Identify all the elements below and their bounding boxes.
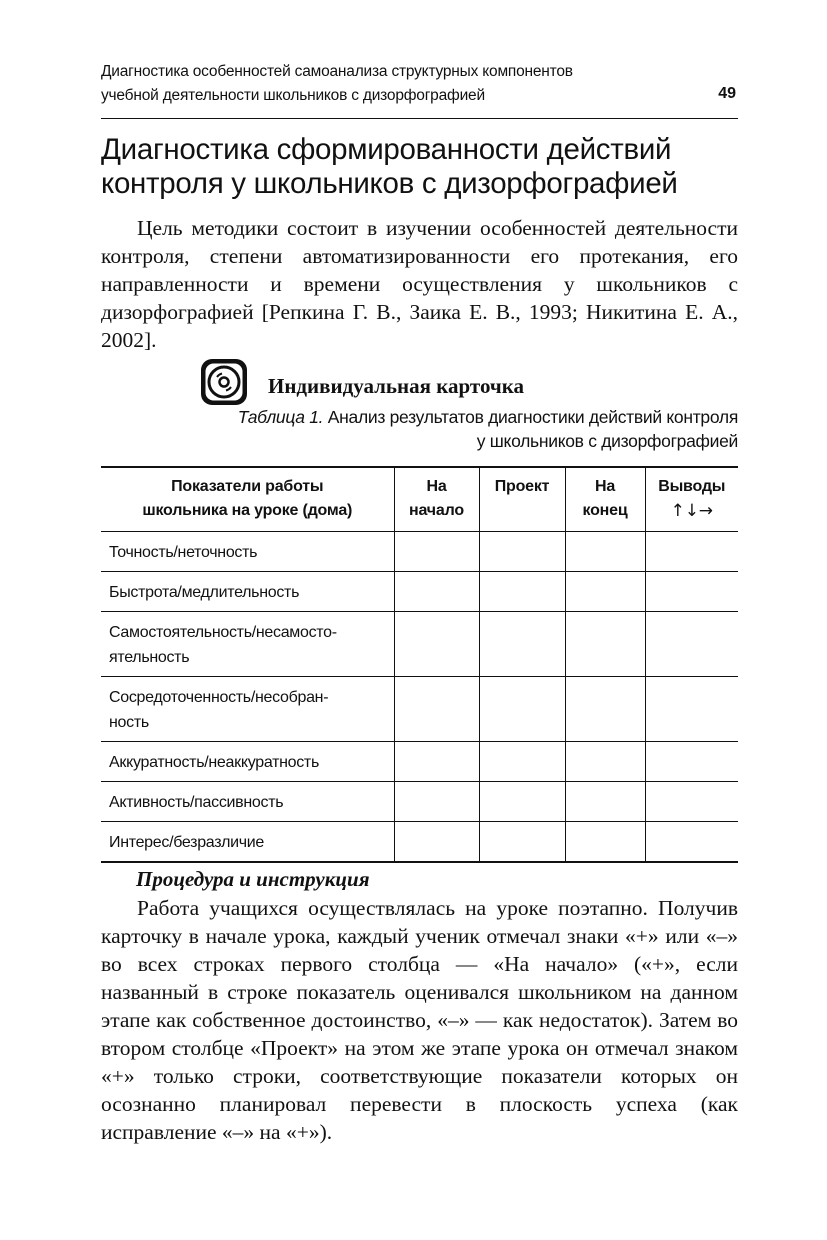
end-cell (565, 611, 645, 676)
indicator-cell: Быстрота/медлительность (101, 571, 394, 611)
start-cell (394, 571, 479, 611)
end-cell (565, 531, 645, 571)
section-title-line-1: Диагностика сформированности действий (101, 133, 672, 166)
indicator-cell: Аккуратность/неаккуратность (101, 741, 394, 781)
conclusions-cell (645, 741, 738, 781)
procedure-heading: Процедура и инструкция (136, 867, 370, 891)
results-table (101, 466, 738, 863)
header-indicators: Показатели работы школьника на уроке (дома) (101, 467, 394, 531)
end-cell (565, 781, 645, 821)
indicator-cell: Интерес/безразличие (101, 821, 394, 862)
header-start: На начало (394, 467, 479, 531)
table-row (101, 571, 738, 611)
end-cell (565, 676, 645, 741)
table-row (101, 676, 738, 741)
header-end: На конец (565, 467, 645, 531)
table-caption-line-2: у школьников с дизорфографией (476, 431, 738, 451)
end-cell (565, 821, 645, 862)
indicator-cell: Точность/неточность (101, 531, 394, 571)
project-cell (479, 741, 565, 781)
conclusions-cell (645, 676, 738, 741)
conclusions-cell (645, 531, 738, 571)
running-head-line-2: учебной деятельности школьников с дизорфографией (101, 87, 485, 104)
end-cell (565, 571, 645, 611)
running-head (101, 60, 741, 108)
project-cell (479, 531, 565, 571)
start-cell (394, 741, 479, 781)
table-row (101, 741, 738, 781)
project-cell (479, 781, 565, 821)
start-cell (394, 781, 479, 821)
conclusions-cell (645, 781, 738, 821)
header-project: Проект (479, 467, 565, 531)
start-cell (394, 676, 479, 741)
indicator-cell: Самостоятельность/несамосто- ятельность (101, 611, 394, 676)
conclusions-cell (645, 571, 738, 611)
start-cell (394, 821, 479, 862)
conclusions-cell (645, 611, 738, 676)
procedure-paragraph: Работа учащихся осуществлялась на уроке поэтапно. Получив карточку в начале урока, каждый ученик отмечал знаки «+» или «–» во всех строках первого столбца — «На начало» («+», если названный в строке показатель оценивался школьником на данном этапе как собственное достоинство, «–» — как недостаток). Затем во втором столбце «Проект» на этом же этапе урока он отмечал знаком «+» только строки, соответствующие показатели которых он осознанно планировал перевести в плоскость успеха (как исправление «–» на «+»). (101, 896, 738, 1144)
start-cell (394, 531, 479, 571)
section-title (101, 133, 741, 201)
table-header-row (101, 467, 738, 531)
page-number: 49 (718, 85, 736, 102)
intro-paragraph: Цель методики состоит в изучении особенностей деятельности контроля, степени автоматизированности его протекания, его направленности и времени осуществления у школьников с дизорфографией [Репкина Г. В., Заика Е. В., 1993; Никитина Е. А., 2002]. (101, 216, 738, 352)
header-divider (101, 118, 738, 119)
table-caption-line-1: Анализ результатов диагностики действий контроля (327, 407, 738, 427)
disc-icon (197, 355, 251, 409)
table-caption-label: Таблица 1. (237, 407, 324, 427)
arrows-icon: ↑↓→ (670, 501, 713, 521)
project-cell (479, 611, 565, 676)
start-cell (394, 611, 479, 676)
table-row (101, 531, 738, 571)
card-heading: Индивидуальная карточка (268, 374, 525, 398)
header-conclusions: Выводы ↑↓→ (645, 467, 738, 531)
project-cell (479, 571, 565, 611)
conclusions-cell (645, 821, 738, 862)
table-row (101, 821, 738, 862)
indicator-cell: Активность/пассивность (101, 781, 394, 821)
indicator-cell: Сосредоточенность/несобран- ность (101, 676, 394, 741)
project-cell (479, 821, 565, 862)
table-row (101, 611, 738, 676)
running-head-line-1: Диагностика особенностей самоанализа структурных компонентов (101, 63, 573, 80)
project-cell (479, 676, 565, 741)
table-caption (101, 405, 738, 453)
section-title-line-2: контроля у школьников с дизорфографией (101, 167, 678, 200)
table-row (101, 781, 738, 821)
end-cell (565, 741, 645, 781)
